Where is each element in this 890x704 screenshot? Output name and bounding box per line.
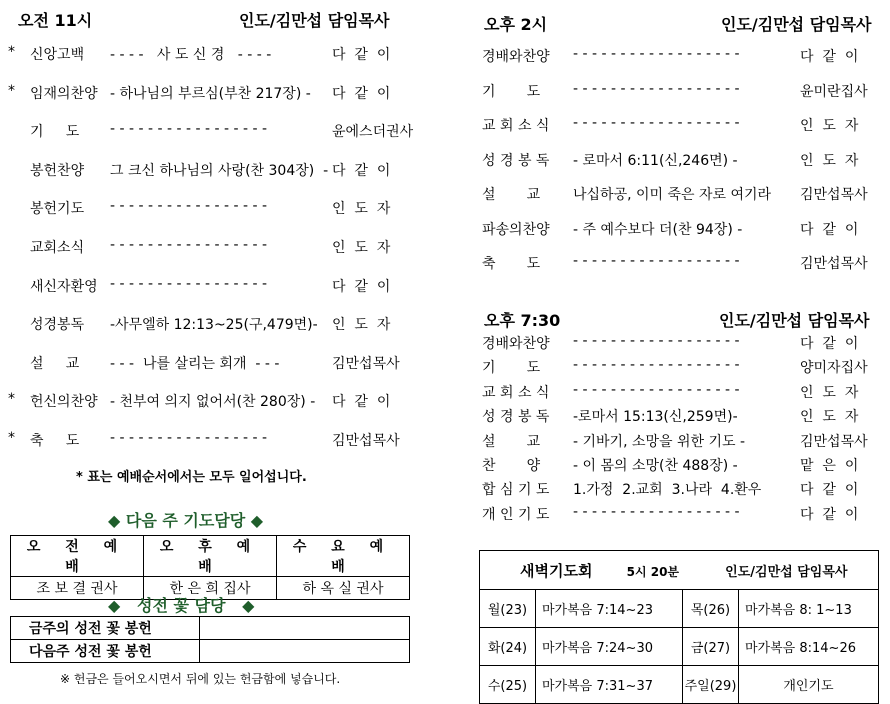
order-item-name: 헌신의찬양 [30,394,98,411]
order-item-name: 축 도 [482,256,541,272]
order-item-name: 봉헌찬양 [30,162,85,179]
evening-time: 오후 7:30 [484,311,561,330]
order-item-person: 다 같 이 [332,394,391,411]
dawn-day: 화(24) [480,628,536,666]
order-item-name: 설 교 [30,355,80,372]
order-item-name: 성 경 봉 독 [482,409,550,426]
dawn-header [480,551,879,590]
order-item-person: 맡 은 이 [800,458,859,474]
standing-star: * [8,391,15,408]
prayer-duty-table [10,535,410,600]
order-item-detail: 나십하공, 이미 죽은 자로 여기라 [573,187,772,203]
dawn-day: 주일(29) [683,666,739,704]
order-item-detail: - - - - - - - - - - - - - - - - - - [573,503,740,520]
dawn-prayer-table [479,550,879,704]
afternoon-time: 오후 2시 [484,15,548,34]
order-item-person: 다 같 이 [332,278,391,295]
flowers-table [10,616,410,663]
order-item-name: 축 도 [30,433,80,449]
order-item-detail: - 하나님의 부르심(부찬 217장) - [110,85,311,102]
order-item-person: 인 도 자 [332,240,391,256]
order-item-detail: - - - - - - - - - - - - - - - - - [110,198,268,215]
standing-star: * [8,44,15,60]
order-item-name: 합 심 기 도 [482,482,550,499]
order-item-name: 신앙고백 [30,47,85,63]
prayer-header-pm: 오 후 예 배 [144,536,277,577]
dawn-day: 수(25) [480,666,536,704]
prayer-value-am: 조 보 결 권사 [11,577,144,600]
order-item-detail: - - - - - - - - - - - - - - - - - - [573,46,740,62]
order-item-person: 인 도 자 [800,152,859,169]
order-item-detail: - 기바기, 소망을 위한 기도 - [573,433,746,450]
order-item-detail: -로마서 15:13(신,259면)- [573,409,738,426]
order-item-person: 다 같 이 [800,336,859,352]
order-item-person: 다 같 이 [800,49,859,65]
order-item-detail: 그 크신 하나님의 사랑(찬 304장) - [110,162,329,179]
standing-star: * [8,82,15,99]
order-item-person: 양미자집사 [800,360,868,377]
dawn-day: 월(23) [480,590,536,628]
dawn-time: 5시 20분 [626,564,680,579]
order-item-person: 김만섭목사 [332,433,400,449]
order-item-name: 경배와찬양 [482,336,550,352]
order-item-name: 교회소식 [30,240,85,256]
order-item-name: 설 교 [482,433,541,450]
order-item-person: 인 도 자 [332,201,391,218]
flowers-this-week-value [200,617,410,640]
dawn-reading: 마가복음 7:24~30 [536,628,683,666]
standing-star: * [8,430,15,446]
dawn-row [480,628,879,666]
order-item-detail: - - - - - - - - - - - - - - - - - [110,430,268,446]
order-item-name: 파송의찬양 [482,221,550,238]
order-item-name: 성 경 봉 독 [482,152,550,169]
dawn-reading: 마가복음 7:31~37 [536,666,683,704]
dawn-reading: 마가복음 8: 1~13 [739,590,879,628]
order-item-person: 김만섭목사 [800,187,868,203]
order-item-detail: - 이 몸의 소망(찬 488장) - [573,458,738,474]
flowers-this-week-label: 금주의 성전 꽃 봉헌 [11,617,200,640]
order-item-name: 임재의찬양 [30,85,98,102]
order-item-name: 설 교 [482,187,541,203]
order-item-name: 경배와찬양 [482,49,550,65]
order-item-detail: - - - - - - - - - - - - - - - - - - [573,333,740,349]
dawn-day: 목(26) [683,590,739,628]
morning-leader: 인도/김만섭 담임목사 [239,11,390,30]
order-item-detail: - - - - - - - - - - - - - - - - - - [573,253,740,269]
order-item-person: 다 같 이 [800,506,859,523]
standing-note: * 표는 예배순서에서는 모두 일어섭니다. [76,470,307,485]
order-item-person: 김만섭목사 [332,355,400,372]
order-item-person: 다 같 이 [332,162,391,179]
order-item-person: 윤에스더권사 [332,124,414,141]
dawn-day: 금(27) [683,628,739,666]
dawn-reading: 개인기도 [739,666,879,704]
dawn-title: 새벽기도회 [520,561,593,580]
order-item-detail: - - - - 사 도 신 경 - - - - [110,47,272,63]
order-item-person: 인 도 자 [800,384,859,401]
order-item-name: 찬 양 [482,458,541,474]
order-item-person: 다 같 이 [332,85,391,102]
order-item-detail: - - - - - - - - - - - - - - - - - - [573,115,740,131]
prayer-value-wed: 하 옥 실 권사 [277,577,410,600]
morning-time: 오전 11시 [18,11,93,30]
order-item-name: 기 도 [482,360,541,377]
order-item-person: 인 도 자 [800,118,859,134]
order-item-detail: - 주 예수보다 더(찬 94장) - [573,221,743,238]
order-item-detail: 1.가정 2.교회 3.나라 4.환우 [573,482,762,499]
order-item-detail: - - - 나를 살리는 회개 - - - [110,355,280,372]
evening-leader: 인도/김만섭 담임목사 [719,311,870,330]
order-item-detail: - - - - - - - - - - - - - - - - - - [573,381,740,398]
order-item-name: 기 도 [482,83,541,100]
order-item-person: 윤미란집사 [800,83,868,100]
order-item-name: 봉헌기도 [30,201,85,218]
order-item-person: 다 같 이 [332,47,391,63]
prayer-header-am: 오 전 예 배 [11,536,144,577]
order-item-name: 성경봉독 [30,317,85,334]
flowers-title: ◆ 성전 꽃 담당 ◆ [108,596,255,615]
order-item-name: 교 회 소 식 [482,384,550,401]
prayer-header-wed: 수 요 예 배 [277,536,410,577]
afternoon-leader: 인도/김만섭 담임목사 [721,15,872,34]
order-item-detail: - - - - - - - - - - - - - - - - - - [573,357,740,374]
dawn-reading: 마가복음 7:14~23 [536,590,683,628]
offering-note: ※ 헌금은 들어오시면서 뒤에 있는 헌금함에 넣습니다. [60,672,341,686]
dawn-row [480,590,879,628]
dawn-reading: 마가복음 8:14~26 [739,628,879,666]
order-item-person: 인 도 자 [332,317,391,334]
order-item-name: 새신자환영 [30,278,98,295]
order-item-name: 개 인 기 도 [482,506,550,523]
order-item-detail: -사무엘하 12:13~25(구,479면)- [110,317,318,334]
order-item-person: 다 같 이 [800,221,859,238]
prayer-duty-title: ◆ 다음 주 기도담당 ◆ [108,511,264,530]
dawn-row [480,666,879,704]
order-item-name: 기 도 [30,124,80,141]
order-item-detail: - 천부여 의지 없어서(찬 280장) - [110,394,316,411]
order-item-detail: - - - - - - - - - - - - - - - - - [110,275,268,292]
order-item-person: 다 같 이 [800,482,859,499]
order-item-person: 김만섭목사 [800,433,868,450]
order-item-detail: - - - - - - - - - - - - - - - - - [110,121,268,138]
flowers-next-week-value [200,640,410,663]
order-item-detail: - - - - - - - - - - - - - - - - - [110,237,268,253]
order-item-person: 인 도 자 [800,409,859,426]
order-item-detail: - 로마서 6:11(신,246면) - [573,152,738,169]
order-item-name: 교 회 소 식 [482,118,550,134]
order-item-detail: - - - - - - - - - - - - - - - - - - [573,80,740,97]
order-item-person: 김만섭목사 [800,256,868,272]
flowers-next-week-label: 다음주 성전 꽃 봉헌 [11,640,200,663]
prayer-value-pm: 한 은 희 집사 [144,577,277,600]
dawn-leader: 인도/김만섭 담임목사 [725,564,848,580]
